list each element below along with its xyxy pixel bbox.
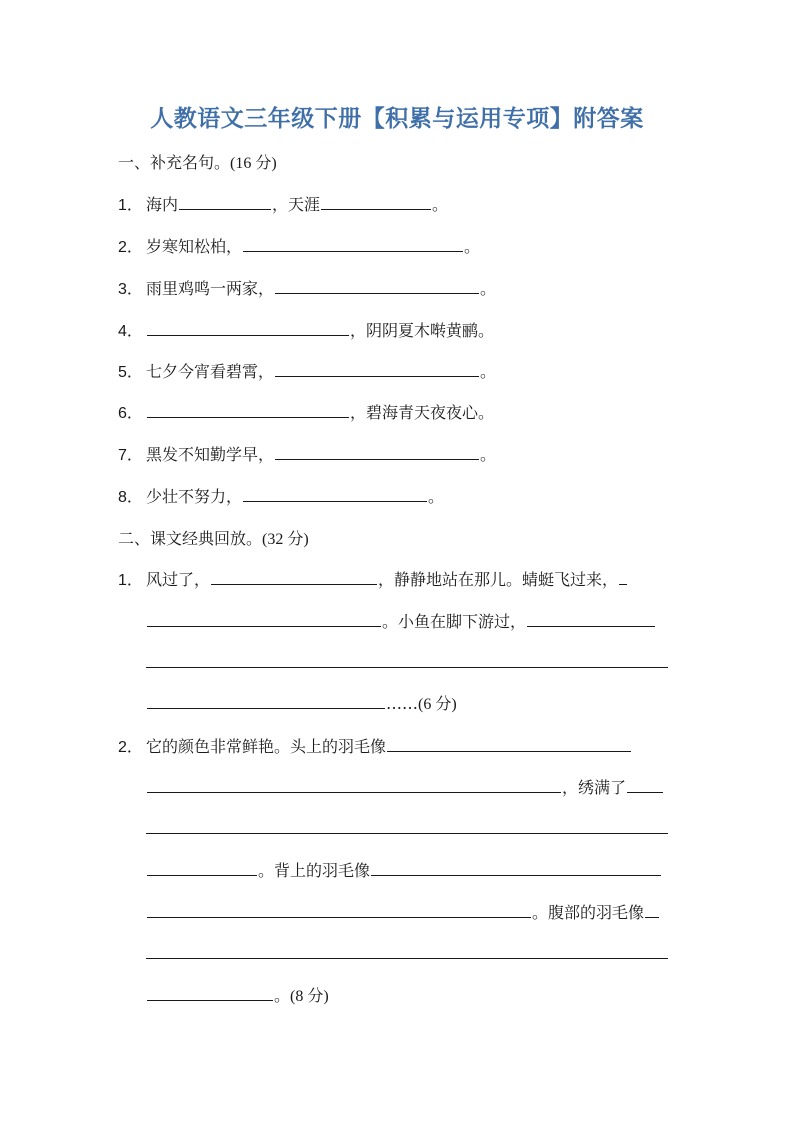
q2-blank-2-end[interactable] [147, 859, 257, 876]
q2-blank-3-start[interactable] [371, 859, 661, 876]
section-2-heading [118, 526, 309, 549]
item-3-blank[interactable] [275, 277, 479, 294]
item-1 [146, 192, 448, 215]
item-3 [146, 276, 496, 299]
item-6-text-a: ，碧海青天夜夜心。 [350, 403, 495, 422]
item-6-number: 6． [118, 405, 143, 422]
item-5-text-b: 。 [480, 362, 497, 381]
item-3-text-a: 雨里鸡鸣一两家， [146, 279, 275, 298]
section-1-heading [118, 150, 277, 173]
item-7-number: 7． [118, 447, 143, 464]
item-4-number: 4． [118, 323, 143, 340]
item-7-text-b: 。 [480, 445, 497, 464]
item-7-blank[interactable] [275, 443, 479, 460]
item-2-text-b: 。 [464, 237, 481, 256]
q1-blank-3-end[interactable] [147, 692, 385, 709]
item-6 [146, 400, 494, 423]
item-2-text-a: 岁寒知松柏， [146, 237, 243, 256]
item-1-number: 1． [118, 197, 143, 214]
q1-text-3: 。小鱼在脚下游过， [382, 612, 527, 631]
item-1-blank-1[interactable] [179, 193, 271, 210]
item-3-text-b: 。 [480, 279, 497, 298]
q2-blank-2[interactable] [146, 833, 668, 834]
page-title: 人教语文三年级下册【积累与运用专项】附答案 [150, 106, 644, 132]
section-1-score: (16 分) [230, 155, 277, 172]
item-8-blank[interactable] [243, 485, 427, 502]
q2-line-7 [146, 983, 329, 1006]
q1-blank-2[interactable] [147, 610, 381, 627]
item-5 [146, 359, 496, 382]
q2-blank-4-start[interactable] [645, 901, 659, 918]
item-4 [146, 318, 494, 341]
q2-text-3: 。背上的羽毛像 [258, 861, 371, 880]
section-2-score: (32 分) [262, 531, 309, 548]
q2-number: 2． [118, 739, 143, 756]
item-4-text-a: ，阴阴夏木啭黄鹂。 [350, 321, 495, 340]
item-1-text-a: 海内 [146, 195, 179, 214]
q2-text-4: 。腹部的羽毛像 [532, 903, 645, 922]
q2-line-4 [146, 858, 662, 881]
q2-blank-3[interactable] [147, 901, 531, 918]
section-1-label: 一、补充名句。 [118, 153, 231, 172]
item-7 [146, 442, 496, 465]
q2-text-5: 。 [274, 986, 291, 1005]
q2-line-1 [146, 734, 632, 757]
q1-text-1: 风过了， [146, 570, 211, 589]
item-2-number: 2． [118, 239, 143, 256]
q1-ellipsis: …… [386, 694, 418, 713]
q1-blank-1[interactable] [211, 568, 377, 585]
q2-blank-2-start[interactable] [627, 776, 663, 793]
q1-line-4 [146, 691, 457, 714]
q2-line-2 [146, 775, 664, 798]
q2-blank-4-end[interactable] [147, 984, 273, 1001]
q1-blank-2-start[interactable] [619, 568, 627, 585]
item-2-blank[interactable] [243, 235, 463, 252]
q2-line-5 [146, 900, 660, 923]
item-1-blank-2[interactable] [321, 193, 431, 210]
item-8-text-a: 少壮不努力， [146, 487, 243, 506]
item-3-number: 3． [118, 281, 143, 298]
item-6-blank[interactable] [147, 401, 349, 418]
q2-blank-1[interactable] [147, 776, 561, 793]
q1-number: 1． [118, 572, 143, 589]
q1-line-2 [146, 609, 656, 632]
q1-score: (6 分) [418, 696, 457, 713]
q1-line-1 [146, 567, 628, 590]
item-8-text-b: 。 [428, 487, 445, 506]
q2-blank-4[interactable] [146, 958, 668, 959]
q1-text-2: ，静静地站在那儿。蜻蜓飞过来， [378, 570, 619, 589]
q2-text-1: 它的颜色非常鲜艳。头上的羽毛像 [146, 737, 387, 756]
item-5-text-a: 七夕今宵看碧霄， [146, 362, 275, 381]
item-7-text-a: 黑发不知勤学早， [146, 445, 275, 464]
item-5-blank[interactable] [275, 360, 479, 377]
q2-blank-1-start[interactable] [387, 735, 631, 752]
q1-blank-3[interactable] [146, 667, 668, 668]
item-2 [146, 234, 480, 257]
item-1-text-c: 。 [432, 195, 449, 214]
item-5-number: 5． [118, 364, 143, 381]
q2-text-2: ，绣满了 [562, 778, 627, 797]
q1-blank-3-start[interactable] [527, 610, 655, 627]
item-8-number: 8． [118, 489, 143, 506]
item-4-blank[interactable] [147, 319, 349, 336]
section-2-label: 二、课文经典回放。 [118, 529, 263, 548]
item-8 [146, 484, 444, 507]
item-1-text-b: ，天涯 [272, 195, 321, 214]
q2-score: (8 分) [290, 988, 329, 1005]
